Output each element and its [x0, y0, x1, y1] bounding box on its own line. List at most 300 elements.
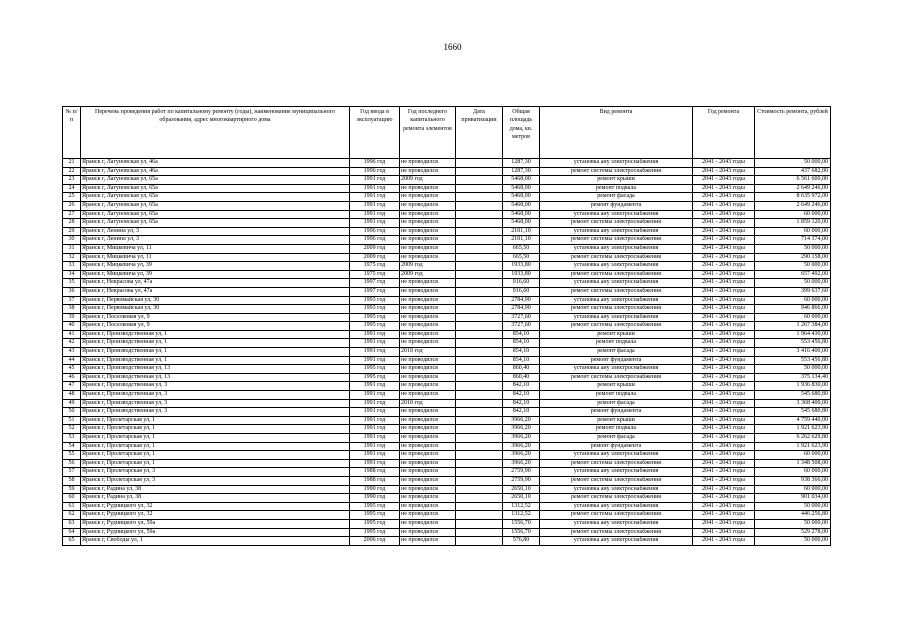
- cell-num: 32: [63, 253, 81, 262]
- table-row: [63, 193, 831, 202]
- cell-year-built: 1991 год: [350, 184, 400, 193]
- table-row: [63, 262, 831, 271]
- cell-num: 61: [63, 502, 81, 511]
- cell-area: 3966,20: [503, 459, 540, 468]
- cell-cost: 60 000,00: [755, 210, 831, 219]
- cell-privatization: [456, 253, 503, 262]
- cell-address: Яранск г, Ленина ул, 3: [81, 236, 350, 245]
- cell-year-built: 1996 год: [350, 167, 400, 176]
- cell-repair-period: 2041 - 2043 годы: [693, 270, 755, 279]
- cell-area: 3727,60: [503, 322, 540, 331]
- cell-last-repair: не проводился: [400, 219, 456, 228]
- cell-last-repair: не проводился: [400, 519, 456, 528]
- table-row: [63, 468, 831, 477]
- cell-repair-period: 2041 - 2043 годы: [693, 236, 755, 245]
- cell-privatization: [456, 305, 503, 314]
- cell-repair-period: 2041 - 2043 годы: [693, 184, 755, 193]
- cell-repair-type: ремонт системы электроснабжения: [540, 270, 693, 279]
- cell-address: Яранск г, Мицкевича ул, 39: [81, 270, 350, 279]
- cell-repair-type: ремонт системы электроснабжения: [540, 476, 693, 485]
- cell-last-repair: не проводился: [400, 193, 456, 202]
- header-address: Перечень проведения работ по капитальному ремонту (годы), наименование муниципального образования, адрес многоквартирного дома: [81, 107, 350, 159]
- cell-address: Яранск г, Рудницкого ул, 32: [81, 502, 350, 511]
- cell-repair-type: ремонт крыши: [540, 382, 693, 391]
- cell-cost: 1 964 430,00: [755, 330, 831, 339]
- cell-num: 46: [63, 373, 81, 382]
- table-row: [63, 313, 831, 322]
- cell-repair-period: 2041 - 2043 годы: [693, 537, 755, 546]
- cell-privatization: [456, 176, 503, 185]
- cell-address: Яранск г, Пролетарская ул, 1: [81, 425, 350, 434]
- table-row: [63, 416, 831, 425]
- cell-num: 38: [63, 305, 81, 314]
- cell-address: Яранск г, Производственная ул, 1: [81, 339, 350, 348]
- cell-repair-period: 2041 - 2043 годы: [693, 167, 755, 176]
- cell-cost: 553 456,80: [755, 339, 831, 348]
- cell-repair-type: установка аиу электроснабжения: [540, 227, 693, 236]
- cell-privatization: [456, 468, 503, 477]
- cell-num: 45: [63, 365, 81, 374]
- cell-repair-type: ремонт фасада: [540, 193, 693, 202]
- cell-num: 28: [63, 219, 81, 228]
- cell-year-built: 2006 год: [350, 537, 400, 546]
- cell-num: 54: [63, 442, 81, 451]
- header-year-built: Год ввода в эксплуатацию: [350, 107, 400, 159]
- cell-address: Яранск г, Производственная ул, 3: [81, 382, 350, 391]
- cell-area: 2784,90: [503, 305, 540, 314]
- cell-year-built: 1995 год: [350, 519, 400, 528]
- cell-repair-type: установка аиу электроснабжения: [540, 159, 693, 168]
- cell-year-built: 1995 год: [350, 511, 400, 520]
- cell-last-repair: не проводился: [400, 502, 456, 511]
- cell-repair-period: 2041 - 2043 годы: [693, 287, 755, 296]
- cell-area: 842,10: [503, 399, 540, 408]
- table-row: [63, 476, 831, 485]
- cell-address: Яранск г, Радина ул, 38: [81, 494, 350, 503]
- cell-repair-type: ремонт системы электроснабжения: [540, 253, 693, 262]
- cell-cost: 290 158,00: [755, 253, 831, 262]
- cell-cost: 50 000,00: [755, 365, 831, 374]
- cell-cost: 375 134,40: [755, 373, 831, 382]
- cell-last-repair: не проводился: [400, 287, 456, 296]
- cell-year-built: 1997 год: [350, 279, 400, 288]
- cell-year-built: 1991 год: [350, 201, 400, 210]
- cell-cost: 60 000,00: [755, 313, 831, 322]
- cell-num: 24: [63, 184, 81, 193]
- cell-repair-period: 2041 - 2043 годы: [693, 356, 755, 365]
- table-row: [63, 519, 831, 528]
- cell-privatization: [456, 313, 503, 322]
- cell-year-built: 1991 год: [350, 442, 400, 451]
- cell-cost: 2 649 246,00: [755, 201, 831, 210]
- cell-year-built: 1991 год: [350, 356, 400, 365]
- cell-area: 2759,90: [503, 468, 540, 477]
- cell-privatization: [456, 373, 503, 382]
- cell-area: 860,40: [503, 365, 540, 374]
- cell-num: 37: [63, 296, 81, 305]
- cell-privatization: [456, 339, 503, 348]
- cell-privatization: [456, 356, 503, 365]
- cell-area: 860,40: [503, 373, 540, 382]
- table-row: [63, 270, 831, 279]
- cell-cost: 399 637,60: [755, 287, 831, 296]
- cell-cost: 4 759 440,00: [755, 416, 831, 425]
- cell-last-repair: не проводился: [400, 468, 456, 477]
- cell-privatization: [456, 227, 503, 236]
- cell-repair-period: 2041 - 2043 годы: [693, 339, 755, 348]
- cell-repair-period: 2041 - 2043 годы: [693, 210, 755, 219]
- cell-privatization: [456, 184, 503, 193]
- cell-cost: 901 034,00: [755, 494, 831, 503]
- cell-address: Яранск г, Пролетарская ул, 1: [81, 451, 350, 460]
- cell-privatization: [456, 537, 503, 546]
- cell-num: 62: [63, 511, 81, 520]
- cell-year-built: 1997 год: [350, 287, 400, 296]
- cell-repair-type: установка аиу электроснабжения: [540, 485, 693, 494]
- cell-address: Яранск г, Производственная ул, 3: [81, 399, 350, 408]
- cell-repair-type: ремонт фасада: [540, 434, 693, 443]
- cell-last-repair: 2009 год: [400, 176, 456, 185]
- cell-repair-type: ремонт подвала: [540, 184, 693, 193]
- cell-address: Яранск г, Мицкевича ул, 39: [81, 262, 350, 271]
- cell-repair-period: 2041 - 2043 годы: [693, 425, 755, 434]
- cell-year-built: 1991 год: [350, 176, 400, 185]
- cell-repair-period: 2041 - 2043 годы: [693, 502, 755, 511]
- cell-privatization: [456, 434, 503, 443]
- table-row: [63, 511, 831, 520]
- table-row: [63, 296, 831, 305]
- cell-repair-type: ремонт подвала: [540, 425, 693, 434]
- cell-privatization: [456, 201, 503, 210]
- table-row: [63, 502, 831, 511]
- cell-year-built: 1991 год: [350, 348, 400, 357]
- cell-repair-period: 2041 - 2043 годы: [693, 519, 755, 528]
- cell-address: Яранск г, Мицкевича ул, 11: [81, 253, 350, 262]
- cell-address: Яранск г, Пролетарская ул, 1: [81, 459, 350, 468]
- cell-cost: 60 000,00: [755, 468, 831, 477]
- cell-num: 39: [63, 313, 81, 322]
- cell-year-built: 2009 год: [350, 253, 400, 262]
- cell-last-repair: не проводился: [400, 391, 456, 400]
- cell-address: Яранск г, Пролетарская ул, 1: [81, 442, 350, 451]
- cell-address: Яранск г, Производственная ул, 1: [81, 330, 350, 339]
- cell-cost: 938 366,00: [755, 476, 831, 485]
- cell-privatization: [456, 511, 503, 520]
- cell-repair-period: 2041 - 2043 годы: [693, 330, 755, 339]
- cell-area: 1933,80: [503, 270, 540, 279]
- cell-num: 30: [63, 236, 81, 245]
- cell-num: 57: [63, 468, 81, 477]
- table-row: [63, 219, 831, 228]
- cell-repair-period: 2041 - 2043 годы: [693, 253, 755, 262]
- cell-last-repair: не проводился: [400, 236, 456, 245]
- cell-year-built: 1996 год: [350, 159, 400, 168]
- cell-last-repair: не проводился: [400, 356, 456, 365]
- table-row: [63, 382, 831, 391]
- cell-last-repair: не проводился: [400, 210, 456, 219]
- table-row: [63, 494, 831, 503]
- cell-repair-type: ремонт фундамента: [540, 442, 693, 451]
- cell-repair-period: 2041 - 2043 годы: [693, 201, 755, 210]
- cell-area: 854,10: [503, 348, 540, 357]
- cell-privatization: [456, 244, 503, 253]
- cell-last-repair: не проводился: [400, 313, 456, 322]
- cell-last-repair: не проводился: [400, 339, 456, 348]
- cell-privatization: [456, 262, 503, 271]
- cell-cost: 6 262 629,80: [755, 434, 831, 443]
- cell-year-built: 1991 год: [350, 408, 400, 417]
- cell-repair-type: ремонт системы электроснабжения: [540, 373, 693, 382]
- cell-area: 2101,10: [503, 227, 540, 236]
- cell-last-repair: не проводился: [400, 434, 456, 443]
- table-row: [63, 330, 831, 339]
- cell-last-repair: не проводился: [400, 244, 456, 253]
- cell-cost: 714 374,00: [755, 236, 831, 245]
- cell-last-repair: не проводился: [400, 416, 456, 425]
- cell-last-repair: не проводился: [400, 459, 456, 468]
- cell-cost: 553 456,80: [755, 356, 831, 365]
- cell-repair-type: установка аиу электроснабжения: [540, 279, 693, 288]
- cell-last-repair: не проводился: [400, 537, 456, 546]
- cell-repair-type: ремонт фундамента: [540, 356, 693, 365]
- cell-num: 60: [63, 494, 81, 503]
- table-row: [63, 391, 831, 400]
- cell-last-repair: 2009 год: [400, 270, 456, 279]
- cell-repair-type: ремонт системы электроснабжения: [540, 236, 693, 245]
- table-body: [63, 159, 831, 546]
- cell-repair-type: ремонт крыши: [540, 416, 693, 425]
- cell-privatization: [456, 391, 503, 400]
- cell-address: Яранск г, Первомайская ул, 30: [81, 296, 350, 305]
- cell-repair-type: ремонт подвала: [540, 339, 693, 348]
- cell-year-built: 1991 год: [350, 399, 400, 408]
- cell-area: 854,10: [503, 339, 540, 348]
- cell-privatization: [456, 279, 503, 288]
- table-row: [63, 459, 831, 468]
- table-row: [63, 159, 831, 168]
- table-row: [63, 399, 831, 408]
- header-area: Общая площадь дома, кв. метров: [503, 107, 540, 159]
- cell-privatization: [456, 485, 503, 494]
- table-row: [63, 348, 831, 357]
- cell-year-built: 1991 год: [350, 219, 400, 228]
- table-row: [63, 425, 831, 434]
- table-row: [63, 184, 831, 193]
- table-row: [63, 236, 831, 245]
- cell-privatization: [456, 425, 503, 434]
- cell-cost: 1 921 623,90: [755, 425, 831, 434]
- cell-repair-type: ремонт системы электроснабжения: [540, 322, 693, 331]
- cell-last-repair: не проводился: [400, 305, 456, 314]
- cell-privatization: [456, 459, 503, 468]
- cell-area: 2759,90: [503, 476, 540, 485]
- cell-repair-type: установка аиу электроснабжения: [540, 262, 693, 271]
- cell-repair-type: ремонт фасада: [540, 348, 693, 357]
- cell-last-repair: не проводился: [400, 442, 456, 451]
- cell-num: 55: [63, 451, 81, 460]
- cell-area: 1556,70: [503, 528, 540, 537]
- cell-address: Яранск г, Первомайская ул, 30: [81, 305, 350, 314]
- cell-num: 21: [63, 159, 81, 168]
- cell-year-built: 1988 год: [350, 468, 400, 477]
- cell-cost: 50 000,00: [755, 279, 831, 288]
- cell-address: Яранск г, Лагуновская ул, 46а: [81, 167, 350, 176]
- cell-num: 25: [63, 193, 81, 202]
- cell-num: 56: [63, 459, 81, 468]
- cell-cost: 8 635 972,00: [755, 193, 831, 202]
- cell-num: 31: [63, 244, 81, 253]
- cell-num: 44: [63, 356, 81, 365]
- cell-cost: 437 682,00: [755, 167, 831, 176]
- cell-repair-period: 2041 - 2043 годы: [693, 416, 755, 425]
- cell-num: 27: [63, 210, 81, 219]
- cell-address: Яранск г, Производственная ул, 13: [81, 373, 350, 382]
- cell-area: 5468,00: [503, 184, 540, 193]
- cell-num: 59: [63, 485, 81, 494]
- cell-last-repair: не проводился: [400, 485, 456, 494]
- table-row: [63, 287, 831, 296]
- cell-privatization: [456, 416, 503, 425]
- table-row: [63, 356, 831, 365]
- cell-repair-type: ремонт системы электроснабжения: [540, 494, 693, 503]
- cell-area: 2650,10: [503, 485, 540, 494]
- cell-repair-type: ремонт крыши: [540, 330, 693, 339]
- cell-area: 5468,00: [503, 176, 540, 185]
- table-row: [63, 201, 831, 210]
- cell-last-repair: не проводился: [400, 494, 456, 503]
- cell-num: 33: [63, 262, 81, 271]
- header-repair-type: Вид ремонта: [540, 107, 693, 159]
- cell-year-built: 1996 год: [350, 227, 400, 236]
- cell-repair-period: 2041 - 2043 годы: [693, 322, 755, 331]
- cell-last-repair: не проводился: [400, 476, 456, 485]
- cell-last-repair: не проводился: [400, 279, 456, 288]
- cell-num: 51: [63, 416, 81, 425]
- header-cost: Стоимость ремонта, рублей: [755, 107, 831, 159]
- cell-cost: 529 278,00: [755, 528, 831, 537]
- cell-area: 1933,80: [503, 262, 540, 271]
- cell-address: Яранск г, Лагуновская ул, 65а: [81, 219, 350, 228]
- cell-year-built: 1993 год: [350, 305, 400, 314]
- cell-repair-type: установка аиу электроснабжения: [540, 502, 693, 511]
- cell-year-built: 1995 год: [350, 365, 400, 374]
- cell-repair-type: ремонт фасада: [540, 399, 693, 408]
- cell-area: 5468,00: [503, 193, 540, 202]
- cell-address: Яранск г, Производственная ул, 13: [81, 365, 350, 374]
- cell-year-built: 1975 год: [350, 270, 400, 279]
- cell-privatization: [456, 519, 503, 528]
- cell-cost: 3 368 400,00: [755, 399, 831, 408]
- cell-address: Яранск г, Производственная ул, 3: [81, 408, 350, 417]
- cell-repair-period: 2041 - 2043 годы: [693, 305, 755, 314]
- header-repair-period: Год ремонта: [693, 107, 755, 159]
- table-row: [63, 537, 831, 546]
- cell-num: 52: [63, 425, 81, 434]
- cell-num: 47: [63, 382, 81, 391]
- cell-area: 665,50: [503, 253, 540, 262]
- cell-privatization: [456, 451, 503, 460]
- cell-address: Яранск г, Лагуновская ул, 65а: [81, 210, 350, 219]
- cell-privatization: [456, 193, 503, 202]
- cell-repair-period: 2041 - 2043 годы: [693, 511, 755, 520]
- cell-cost: 60 000,00: [755, 485, 831, 494]
- table-row: [63, 451, 831, 460]
- cell-year-built: 1991 год: [350, 434, 400, 443]
- cell-year-built: 1991 год: [350, 210, 400, 219]
- cell-repair-type: ремонт системы электроснабжения: [540, 459, 693, 468]
- cell-num: 64: [63, 528, 81, 537]
- cell-area: 916,60: [503, 279, 540, 288]
- cell-last-repair: не проводился: [400, 159, 456, 168]
- cell-repair-period: 2041 - 2043 годы: [693, 459, 755, 468]
- cell-repair-period: 2041 - 2043 годы: [693, 279, 755, 288]
- cell-last-repair: не проводился: [400, 408, 456, 417]
- cell-repair-period: 2041 - 2043 годы: [693, 399, 755, 408]
- table-row: [63, 227, 831, 236]
- cell-area: 842,10: [503, 408, 540, 417]
- cell-cost: 1 921 623,90: [755, 442, 831, 451]
- cell-privatization: [456, 296, 503, 305]
- cell-area: 665,50: [503, 244, 540, 253]
- cell-repair-period: 2041 - 2043 годы: [693, 442, 755, 451]
- cell-area: 854,10: [503, 356, 540, 365]
- cell-address: Яранск г, Ленина ул, 3: [81, 227, 350, 236]
- cell-year-built: 1991 год: [350, 330, 400, 339]
- cell-repair-period: 2041 - 2043 годы: [693, 373, 755, 382]
- cell-repair-period: 2041 - 2043 годы: [693, 348, 755, 357]
- cell-num: 40: [63, 322, 81, 331]
- cell-repair-type: ремонт системы электроснабжения: [540, 219, 693, 228]
- cell-repair-type: установка аиу электроснабжения: [540, 365, 693, 374]
- cell-address: Яранск г, Производственная ул, 1: [81, 356, 350, 365]
- cell-privatization: [456, 442, 503, 451]
- table-row: [63, 279, 831, 288]
- cell-repair-period: 2041 - 2043 годы: [693, 219, 755, 228]
- cell-privatization: [456, 528, 503, 537]
- cell-address: Яранск г, Пролетарская ул, 3: [81, 476, 350, 485]
- cell-area: 5468,00: [503, 201, 540, 210]
- cell-privatization: [456, 287, 503, 296]
- cell-repair-type: ремонт системы электроснабжения: [540, 305, 693, 314]
- cell-area: 1287,30: [503, 167, 540, 176]
- cell-num: 29: [63, 227, 81, 236]
- cell-repair-period: 2041 - 2043 годы: [693, 159, 755, 168]
- cell-address: Яранск г, Рудницкого ул, 59а: [81, 519, 350, 528]
- cell-repair-period: 2041 - 2043 годы: [693, 468, 755, 477]
- cell-address: Яранск г, Радина ул, 38: [81, 485, 350, 494]
- cell-area: 3966,20: [503, 425, 540, 434]
- cell-year-built: 1991 год: [350, 391, 400, 400]
- cell-last-repair: 2010 год: [400, 348, 456, 357]
- table-row: [63, 442, 831, 451]
- cell-repair-type: установка аиу электроснабжения: [540, 313, 693, 322]
- cell-year-built: 1990 год: [350, 485, 400, 494]
- cell-last-repair: 2009 год: [400, 262, 456, 271]
- cell-repair-period: 2041 - 2043 годы: [693, 296, 755, 305]
- cell-area: 5468,00: [503, 210, 540, 219]
- cell-area: 2101,10: [503, 236, 540, 245]
- table-row: [63, 210, 831, 219]
- cell-privatization: [456, 365, 503, 374]
- cell-last-repair: не проводился: [400, 184, 456, 193]
- cell-repair-type: ремонт крыши: [540, 176, 693, 185]
- table-row: [63, 365, 831, 374]
- cell-cost: 545 680,80: [755, 391, 831, 400]
- table-row: [63, 434, 831, 443]
- cell-cost: 6 561 600,00: [755, 176, 831, 185]
- cell-num: 35: [63, 279, 81, 288]
- cell-year-built: 1991 год: [350, 382, 400, 391]
